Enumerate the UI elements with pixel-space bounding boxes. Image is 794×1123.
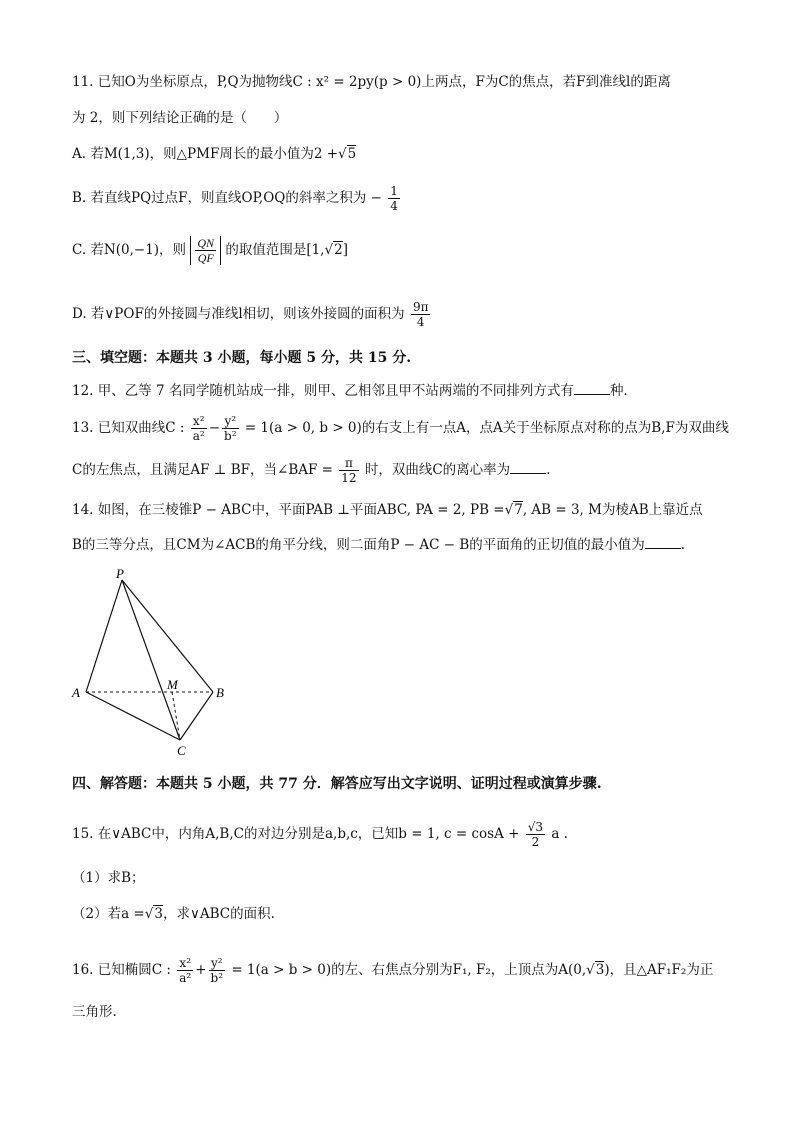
q16-frac-y-den: b² — [210, 971, 224, 985]
q13-angle-den: 12 — [341, 471, 357, 485]
q16-line-1: 16. 已知椭圆C : $\frac{\text{x²}}{\text{a²}}$ + $\frac{\text{y²}}{\text{b²}}$ = 1(a > b > 0)的左、右焦点分别为F₁, F₂，上顶点为A(0,√3)，且△AF₁F₂为正 — [72, 956, 714, 985]
label-M: M — [167, 677, 178, 692]
q11-number: 11. — [72, 74, 94, 90]
q13-frac-y-den: b² — [224, 429, 237, 443]
q11-stem-1: 已知O为坐标原点，P,Q为抛物线C : x² = 2py(p > 0)上两点，F为C的焦点，若F到准线l的距离 — [97, 74, 671, 90]
q11-option-a: A. 若M(1,3)，则△PMF周长的最小值为2 +√5 — [72, 146, 357, 162]
q15-p2-radicand: 3 — [154, 906, 163, 922]
q15-stem — [72, 820, 568, 849]
q11-b-den: 4 — [390, 199, 398, 213]
q16-frac-x-num: x² — [177, 956, 193, 971]
q11-c-abs-fraction — [190, 236, 221, 265]
q13-pre: 13. 已知双曲线C : — [72, 420, 185, 436]
section-3-heading: 三、填空题：本题共 3 小题，每小题 5 分，共 15 分. — [72, 350, 412, 366]
q11-d-den: 4 — [416, 315, 425, 329]
q11-d-num: 9π — [412, 300, 429, 314]
q15-frac-den: 2 — [531, 835, 540, 849]
q13-line-2 — [72, 456, 550, 485]
q13-frac-x-den: a² — [192, 429, 205, 443]
q11-stem-2: 为 2，则下列结论正确的是（ ） — [72, 110, 288, 126]
q14-blank — [645, 534, 681, 549]
q13-end: . — [546, 462, 551, 478]
q11-b-fraction — [388, 184, 400, 213]
segment-CM-dashed — [172, 692, 180, 740]
q11-a-text: A. 若M(1,3)，则△PMF周长的最小值为2 + — [72, 146, 339, 162]
q11-c-post: 的取值范围是[1, — [225, 242, 325, 258]
q15-part-2: （2）若a =√3，求∨ABC的面积. — [72, 906, 275, 922]
q14-line2: B的三等分点，且CM为∠ACB的角平分线，则二面角P − AC − B的平面角的正切值的最小值为 — [72, 537, 645, 553]
tetrahedron-figure — [60, 562, 240, 762]
label-C: C — [177, 743, 186, 758]
edge-AC — [86, 692, 180, 740]
q14-end: . — [680, 537, 686, 553]
q12-text: 12. 甲、乙等 7 名同学随机站成一排，则甲、乙相邻且甲不站两端的不同排列方式有 — [72, 383, 574, 399]
q11-option-b — [72, 184, 402, 213]
q13-line2-post: 时，双曲线C的离心率为 — [364, 462, 511, 478]
q16-post: = 1(a > b > 0)的左、右焦点分别为F₁, F₂，上顶点为A(0, — [231, 962, 587, 978]
q13-frac-y — [222, 414, 239, 443]
q11-c-text: C. 若N(0,−1)，则 — [72, 242, 187, 258]
q11-c-den: QF — [197, 251, 214, 265]
q11-c-end: ] — [342, 242, 348, 258]
q11-c-num: QN — [197, 236, 215, 250]
q11-d-fraction — [411, 300, 431, 329]
q16-frac-x — [177, 956, 193, 985]
q16-radicand: 3 — [595, 962, 605, 978]
q13-frac-x-num: x² — [191, 414, 207, 429]
q11-d-text: D. 若∨POF的外接圆与准线l相切，则该外接圆的面积为 — [72, 306, 405, 322]
edge-PC — [122, 580, 180, 740]
label-P: P — [116, 566, 124, 581]
q16-frac-y-num: y² — [209, 956, 226, 971]
section-4-heading: 四、解答题：本题共 5 小题，共 77 分．解答应写出文字说明、证明过程或演算步骤. — [72, 776, 602, 792]
q13-angle-frac — [339, 456, 358, 485]
q11-b-num: 1 — [390, 184, 398, 198]
q11-option-d — [72, 300, 432, 329]
edge-PB — [122, 580, 213, 692]
q15-part-1: （1）求B； — [72, 870, 145, 886]
q11-stem-line-2 — [72, 108, 287, 128]
q14-radicand: 7 — [514, 502, 523, 518]
edge-BC — [180, 692, 213, 740]
q15-frac-num: √3 — [527, 820, 544, 834]
q16-frac-y — [209, 956, 226, 985]
q13-blank — [510, 459, 546, 474]
q15-fraction — [526, 820, 545, 849]
q15-p2-pre: （2）若a = — [72, 906, 145, 922]
q12-end: 种. — [609, 383, 628, 399]
q15-p2-post: ，求∨ABC的面积. — [162, 906, 275, 922]
label-B: B — [216, 685, 224, 700]
q14-line-1: 14. 如图，在三棱锥P − ABC中，平面PAB ⊥平面ABC, PA = 2, PB =√7, AB = 3, M为棱AB上靠近点 — [72, 502, 703, 518]
q12 — [72, 380, 628, 401]
q13-minus: − — [208, 420, 221, 436]
q14-line-2 — [72, 534, 685, 555]
q13-line-1 — [72, 414, 729, 443]
q15-post: a . — [551, 826, 568, 842]
q11-b-text: B. 若直线PQ过点F，则直线OP,OQ的斜率之积为 − — [72, 190, 382, 206]
q13-line2-pre: C的左焦点，且满足AF ⊥ BF，当∠BAF = — [72, 462, 333, 478]
q11-a-radicand: 5 — [347, 146, 357, 162]
q13-post: = 1(a > 0, b > 0)的右支上有一点A，点A关于坐标原点对称的点为B,F为双曲线 — [244, 420, 729, 436]
q13-frac-y-num: y² — [222, 414, 239, 429]
q14-line1-pre: 14. 如图，在三棱锥P − ABC中，平面PAB ⊥平面ABC, PA = 2, PB = — [72, 502, 505, 518]
q16-pre: 16. 已知椭圆C : — [72, 962, 171, 978]
q15-pre: 15. 在∨ABC中，内角A,B,C的对边分别是a,b,c，已知b = 1, c = cosA + — [72, 826, 520, 842]
q12-blank — [574, 380, 610, 395]
q14-line1-post: , AB = 3, M为棱AB上靠近点 — [522, 502, 703, 518]
edge-PA — [86, 580, 122, 692]
q11-stem-line-1 — [72, 72, 671, 92]
q13-frac-x — [191, 414, 207, 443]
q11-option-c: C. 若N(0,−1)，则 $\frac{QN}{QF}$ 的取值范围是[1,√2] — [72, 236, 348, 265]
q16-line-2: 三角形. — [72, 1004, 117, 1020]
label-A: A — [72, 685, 80, 700]
q16-post2: )，且△AF₁F₂为正 — [604, 962, 714, 978]
q13-angle-num: π — [339, 456, 358, 471]
q16-plus: + — [195, 962, 207, 978]
q11-c-radicand: 2 — [334, 242, 343, 258]
q16-frac-x-den: a² — [179, 971, 192, 985]
